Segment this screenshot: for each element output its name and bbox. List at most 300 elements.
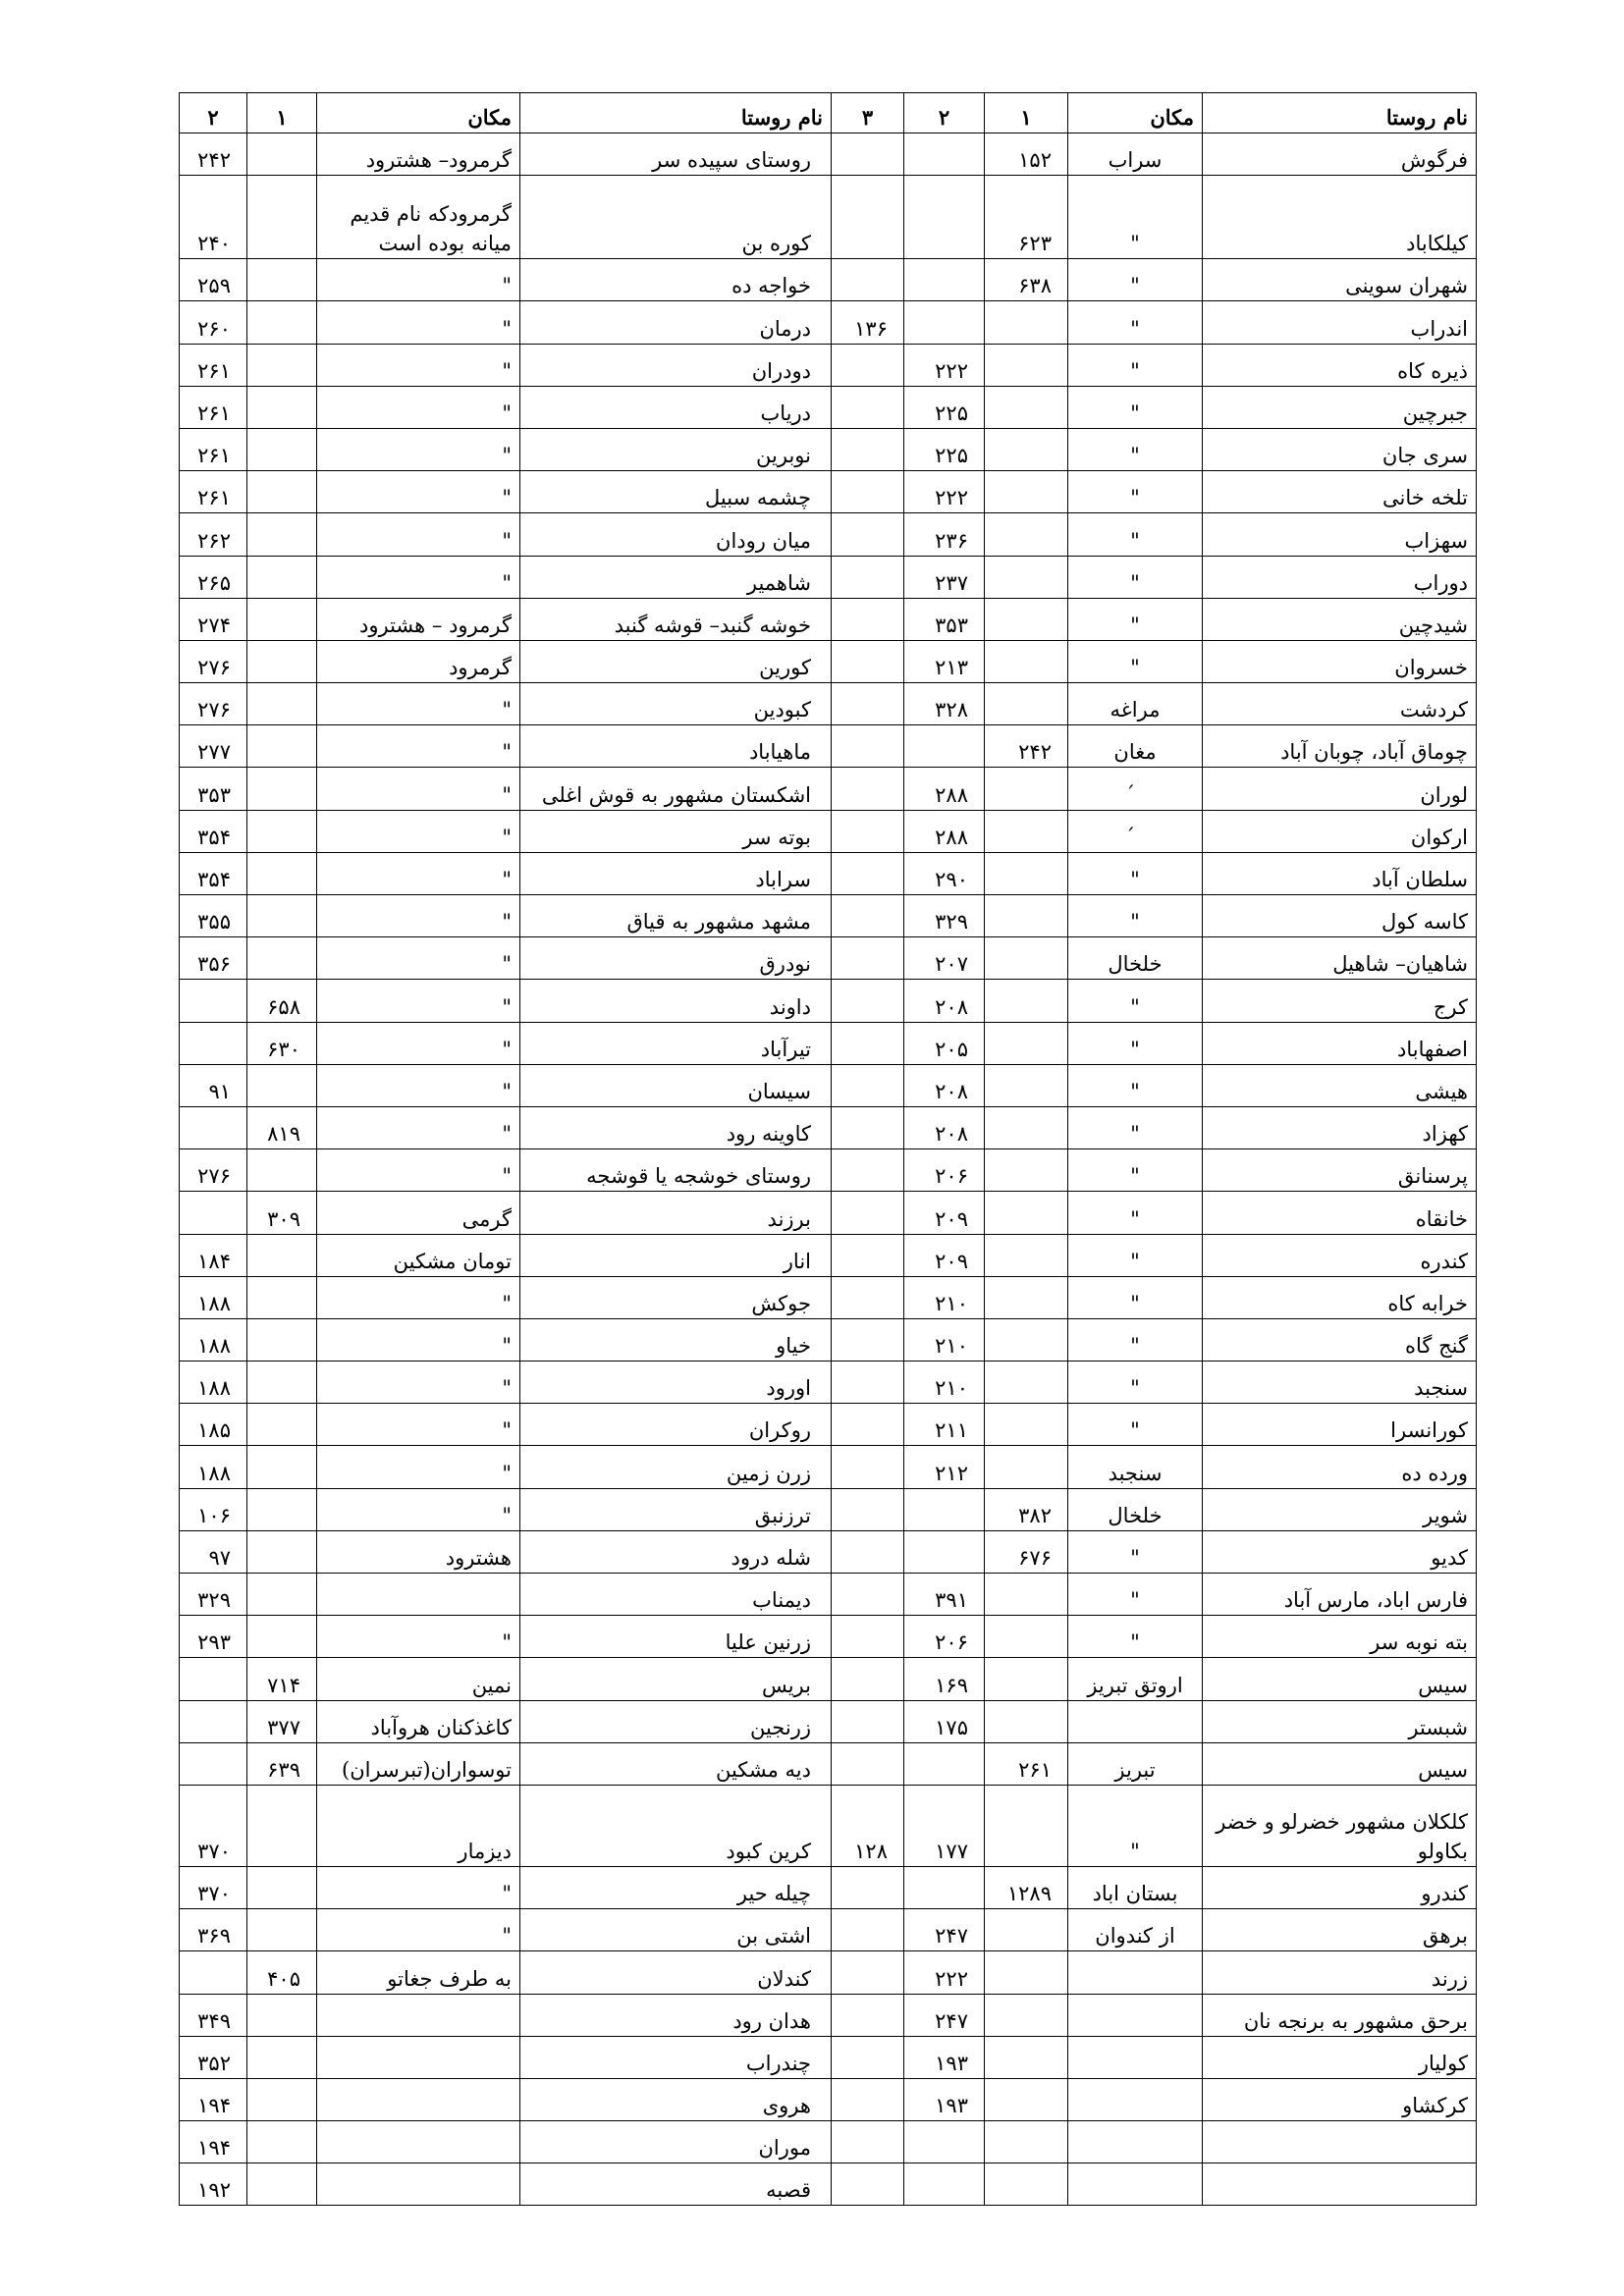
right-col2-cell: ۲۰۹ (904, 1192, 985, 1234)
right-place-cell: اروتق تبريز (1068, 1658, 1203, 1700)
right-col2-cell: ۲۰۸ (904, 980, 985, 1022)
left-village-cell: برزند (520, 1192, 832, 1234)
right-col3-cell (832, 428, 904, 470)
right-col2-cell: ۲۲۲ (904, 344, 985, 386)
left-village-cell: تيرآباد (520, 1022, 832, 1064)
right-col3-cell (832, 1318, 904, 1361)
left-col1-cell (247, 386, 317, 428)
left-col2-cell: ۲۷۶ (180, 683, 247, 725)
left-village-cell: سيسان (520, 1064, 832, 1106)
left-col1-cell (247, 1234, 317, 1276)
left-col2-cell: ۲۶۰ (180, 301, 247, 344)
right-village-cell: ورده ده (1203, 1446, 1477, 1488)
left-place-cell: " (317, 1276, 520, 1318)
table-row (180, 598, 1477, 640)
right-place-cell: " (1068, 556, 1203, 598)
right-col3-cell (832, 2078, 904, 2120)
right-col3-cell (832, 386, 904, 428)
left-village-cell: نوبرين (520, 428, 832, 470)
left-village-cell: ديه مشکين (520, 1742, 832, 1785)
left-place-cell: توسواران(تبرسران) (317, 1742, 520, 1785)
right-place-cell: " (1068, 386, 1203, 428)
table-row (180, 980, 1477, 1022)
right-col1-cell: ۲۴۲ (985, 725, 1068, 768)
left-village-cell: ديمناب (520, 1574, 832, 1616)
right-col1-cell (985, 1022, 1068, 1064)
left-village-cell: سراباد (520, 852, 832, 894)
right-col3-cell (832, 980, 904, 1022)
right-col3-cell (832, 1909, 904, 1951)
left-village-cell: کوره بن (520, 176, 832, 259)
right-village-cell: جبرچين (1203, 386, 1477, 428)
table-row (180, 471, 1477, 513)
table-row (180, 1192, 1477, 1234)
right-place-cell: از کندوان (1068, 1909, 1203, 1951)
left-village-cell: روكران (520, 1404, 832, 1446)
right-col1-cell (985, 2163, 1068, 2206)
left-place-cell: " (317, 344, 520, 386)
right-place-cell: " (1068, 1064, 1203, 1106)
right-col2-cell (904, 2121, 985, 2163)
right-place-cell: خلخال (1068, 1488, 1203, 1530)
header-right-village: نام روستا (1203, 93, 1477, 133)
left-col1-cell: ۶۳۹ (247, 1742, 317, 1785)
right-col2-cell: ۱۶۹ (904, 1658, 985, 1700)
right-col1-cell (985, 428, 1068, 470)
right-col1-cell (985, 1192, 1068, 1234)
header-row (180, 93, 1477, 133)
left-place-cell (317, 2163, 520, 2206)
left-place-cell: " (317, 428, 520, 470)
right-village-cell: هيشی (1203, 1064, 1477, 1106)
right-col3-cell (832, 1742, 904, 1785)
table-row (180, 640, 1477, 682)
left-col1-cell (247, 1149, 317, 1192)
left-place-cell: " (317, 1149, 520, 1192)
left-village-cell: شاهمير (520, 556, 832, 598)
right-village-cell: لوران (1203, 768, 1477, 810)
right-col2-cell: ۲۲۲ (904, 471, 985, 513)
left-col1-cell: ۷۱۴ (247, 1658, 317, 1700)
right-village-cell: کندره (1203, 1234, 1477, 1276)
left-col2-cell: ۳۵۴ (180, 810, 247, 852)
left-village-cell: شله درود (520, 1530, 832, 1573)
left-col1-cell (247, 1318, 317, 1361)
left-col1-cell (247, 1866, 317, 1908)
left-village-cell: نودرق (520, 937, 832, 980)
left-col2-cell: ۲۶۱ (180, 386, 247, 428)
right-col2-cell: ۲۱۰ (904, 1318, 985, 1361)
left-col2-cell: ۲۶۱ (180, 471, 247, 513)
left-col1-cell: ۴۰۵ (247, 1951, 317, 1994)
right-col1-cell (985, 386, 1068, 428)
right-place-cell: " (1068, 471, 1203, 513)
right-col1-cell: ۱۵۲ (985, 133, 1068, 176)
left-col2-cell: ۱۰۶ (180, 1488, 247, 1530)
right-place-cell (1068, 1700, 1203, 1742)
header-left-col2: ۲ (180, 93, 247, 133)
left-col2-cell: ۲۶۲ (180, 513, 247, 556)
left-col1-cell: ۳۷۷ (247, 1700, 317, 1742)
right-place-cell (1068, 1994, 1203, 2036)
table-row (180, 386, 1477, 428)
table-row (180, 1276, 1477, 1318)
left-col1-cell (247, 1574, 317, 1616)
left-place-cell: " (317, 683, 520, 725)
header-right-col3: ۳ (832, 93, 904, 133)
left-col1-cell (247, 556, 317, 598)
left-col1-cell (247, 1785, 317, 1866)
right-col1-cell (985, 513, 1068, 556)
header-left-col1: ۱ (247, 93, 317, 133)
right-col1-cell (985, 937, 1068, 980)
right-village-cell: برحق مشهور به برنجه نان (1203, 1994, 1477, 2036)
right-col3-cell: ۱۳۶ (832, 301, 904, 344)
right-col3-cell (832, 1149, 904, 1192)
table-row (180, 768, 1477, 810)
left-col2-cell: ۲۹۳ (180, 1616, 247, 1658)
right-village-cell: خرابه کاه (1203, 1276, 1477, 1318)
left-col2-cell (180, 1742, 247, 1785)
right-village-cell: کرکشاو (1203, 2078, 1477, 2120)
table-row (180, 513, 1477, 556)
right-col2-cell: ۲۸۸ (904, 768, 985, 810)
left-col2-cell (180, 980, 247, 1022)
right-place-cell: " (1068, 1530, 1203, 1573)
left-place-cell: " (317, 1446, 520, 1488)
table-row (180, 1951, 1477, 1994)
left-village-cell: زرن زمين (520, 1446, 832, 1488)
left-col2-cell: ۱۸۸ (180, 1446, 247, 1488)
left-place-cell: هشترود (317, 1530, 520, 1573)
right-col3-cell (832, 640, 904, 682)
left-col2-cell: ۲۷۷ (180, 725, 247, 768)
left-place-cell (317, 2121, 520, 2163)
right-place-cell: " (1068, 1616, 1203, 1658)
left-place-cell (317, 1994, 520, 2036)
right-col2-cell: ۲۱۲ (904, 1446, 985, 1488)
right-col3-cell (832, 1530, 904, 1573)
right-village-cell: کهزاد (1203, 1106, 1477, 1148)
left-village-cell: کاوينه رود (520, 1106, 832, 1148)
right-col1-cell: ۱۲۸۹ (985, 1866, 1068, 1908)
left-village-cell: کرين كبود (520, 1785, 832, 1866)
right-col1-cell (985, 1658, 1068, 1700)
right-col3-cell (832, 1192, 904, 1234)
right-col2-cell: ۱۹۳ (904, 2036, 985, 2078)
left-place-cell: " (317, 768, 520, 810)
right-col3-cell (832, 1106, 904, 1148)
table-row (180, 344, 1477, 386)
right-col3-cell (832, 895, 904, 937)
right-place-cell: " (1068, 301, 1203, 344)
right-col3-cell (832, 1446, 904, 1488)
right-col2-cell: ۲۰۹ (904, 1234, 985, 1276)
left-place-cell: " (317, 1616, 520, 1658)
left-col1-cell (247, 1530, 317, 1573)
right-place-cell: " (1068, 513, 1203, 556)
left-place-cell: " (317, 1909, 520, 1951)
left-col2-cell: ۳۶۹ (180, 1909, 247, 1951)
left-col1-cell (247, 1909, 317, 1951)
table-row (180, 1530, 1477, 1573)
header-right-col1: ۱ (985, 93, 1068, 133)
right-col1-cell (985, 1362, 1068, 1404)
right-col2-cell: ۲۱۰ (904, 1362, 985, 1404)
left-col1-cell (247, 1616, 317, 1658)
right-village-cell: شيدچين (1203, 598, 1477, 640)
left-col2-cell (180, 1022, 247, 1064)
header-right-place: مکان (1068, 93, 1203, 133)
left-village-cell: چشمه سبيل (520, 471, 832, 513)
right-col3-cell (832, 852, 904, 894)
right-col1-cell (985, 1276, 1068, 1318)
left-col1-cell (247, 259, 317, 301)
right-village-cell: سلطان آباد (1203, 852, 1477, 894)
right-col1-cell (985, 1700, 1068, 1742)
left-place-cell (317, 2036, 520, 2078)
left-village-cell: چندراب (520, 2036, 832, 2078)
left-col1-cell (247, 895, 317, 937)
right-village-cell: فرگوش (1203, 133, 1477, 176)
right-village-cell: کلکلان مشهور خضرلو و خضر بکاولو (1203, 1785, 1477, 1866)
right-col2-cell: ۲۰۶ (904, 1149, 985, 1192)
table-row (180, 1700, 1477, 1742)
right-place-cell: " (1068, 1785, 1203, 1866)
left-col1-cell: ۶۵۸ (247, 980, 317, 1022)
left-place-cell: " (317, 937, 520, 980)
right-place-cell: " (1068, 980, 1203, 1022)
left-place-cell: " (317, 810, 520, 852)
left-col1-cell (247, 640, 317, 682)
right-place-cell: مراغه (1068, 683, 1203, 725)
right-col3-cell (832, 2163, 904, 2206)
left-place-cell: " (317, 386, 520, 428)
right-col1-cell: ۶۲۳ (985, 176, 1068, 259)
left-place-cell: " (317, 1022, 520, 1064)
header-right-col2: ۲ (904, 93, 985, 133)
right-col3-cell (832, 1658, 904, 1700)
left-village-cell: بوته سر (520, 810, 832, 852)
right-place-cell (1068, 2121, 1203, 2163)
right-col1-cell (985, 1064, 1068, 1106)
left-col1-cell (247, 683, 317, 725)
left-place-cell: " (317, 1488, 520, 1530)
right-village-cell: خانقاه (1203, 1192, 1477, 1234)
right-place-cell: " (1068, 1234, 1203, 1276)
right-village-cell: برهق (1203, 1909, 1477, 1951)
right-village-cell: كندرو (1203, 1866, 1477, 1908)
right-village-cell (1203, 2121, 1477, 2163)
right-village-cell: كورانسرا (1203, 1404, 1477, 1446)
left-village-cell: هدان رود (520, 1994, 832, 2036)
left-col1-cell (247, 133, 317, 176)
table-row (180, 556, 1477, 598)
right-col1-cell (985, 2036, 1068, 2078)
left-village-cell: چيله حير (520, 1866, 832, 1908)
left-col2-cell: ۳۴۹ (180, 1994, 247, 2036)
right-col2-cell: ۲۰۸ (904, 1064, 985, 1106)
right-col2-cell: ۲۰۵ (904, 1022, 985, 1064)
right-col2-cell: ۲۴۷ (904, 1909, 985, 1951)
header-left-place: مکان (317, 93, 520, 133)
right-village-cell: زرند (1203, 1951, 1477, 1994)
right-village-cell: خسروان (1203, 640, 1477, 682)
left-col1-cell (247, 598, 317, 640)
table-row (180, 1658, 1477, 1700)
table-row (180, 133, 1477, 176)
left-village-cell: ترزنبق (520, 1488, 832, 1530)
table-row (180, 1064, 1477, 1106)
left-village-cell: بريس (520, 1658, 832, 1700)
right-village-cell: اصفهاباد (1203, 1022, 1477, 1064)
right-col2-cell (904, 1866, 985, 1908)
right-col3-cell (832, 1616, 904, 1658)
right-village-cell: كوليار (1203, 2036, 1477, 2078)
right-village-cell (1203, 2163, 1477, 2206)
right-place-cell (1068, 768, 1203, 810)
left-place-cell: " (317, 1106, 520, 1148)
right-col3-cell (832, 1234, 904, 1276)
right-col2-cell: ۲۹۰ (904, 852, 985, 894)
right-place-cell (1068, 2163, 1203, 2206)
left-place-cell: " (317, 259, 520, 301)
left-col2-cell: ۲۶۱ (180, 344, 247, 386)
right-col3-cell (832, 471, 904, 513)
right-col2-cell (904, 133, 985, 176)
left-village-cell: درمان (520, 301, 832, 344)
left-col2-cell: ۳۷۰ (180, 1785, 247, 1866)
table-row (180, 852, 1477, 894)
left-place-cell: تومان مشکين (317, 1234, 520, 1276)
right-place-cell: بستان اباد (1068, 1866, 1203, 1908)
right-village-cell: کاسه كول (1203, 895, 1477, 937)
table-row (180, 1994, 1477, 2036)
table-row (180, 301, 1477, 344)
right-place-cell: مغان (1068, 725, 1203, 768)
right-place-cell: " (1068, 344, 1203, 386)
right-col3-cell (832, 1951, 904, 1994)
right-col1-cell (985, 810, 1068, 852)
right-village-cell: سيس (1203, 1658, 1477, 1700)
table-row (180, 683, 1477, 725)
left-place-cell: " (317, 1318, 520, 1361)
right-col3-cell (832, 1700, 904, 1742)
left-place-cell: نمين (317, 1658, 520, 1700)
right-place-cell: " (1068, 176, 1203, 259)
table-row (180, 1106, 1477, 1148)
right-col2-cell: ۱۷۷ (904, 1785, 985, 1866)
left-village-cell: روستای خوشجه يا قوشجه (520, 1149, 832, 1192)
right-col3-cell (832, 513, 904, 556)
right-col1-cell (985, 640, 1068, 682)
left-place-cell: " (317, 895, 520, 937)
right-place-cell: خلخال (1068, 937, 1203, 980)
right-place-cell: " (1068, 1106, 1203, 1148)
left-col2-cell: ۳۷۰ (180, 1866, 247, 1908)
left-place-cell (317, 2078, 520, 2120)
right-place-cell: " (1068, 428, 1203, 470)
right-village-cell: تلخه خانی (1203, 471, 1477, 513)
left-village-cell: قصبه (520, 2163, 832, 2206)
right-village-cell: شبستر (1203, 1700, 1477, 1742)
right-col2-cell (904, 259, 985, 301)
left-place-cell: " (317, 1362, 520, 1404)
right-place-cell: تبريز (1068, 1742, 1203, 1785)
left-place-cell: " (317, 556, 520, 598)
document-page (179, 92, 1477, 2206)
right-village-cell: سهزاب (1203, 513, 1477, 556)
table-row (180, 1909, 1477, 1951)
table-row (180, 725, 1477, 768)
left-col2-cell: ۱۹۴ (180, 2078, 247, 2120)
right-village-cell: شهران سوينی (1203, 259, 1477, 301)
right-col2-cell: ۲۱۱ (904, 1404, 985, 1446)
right-col1-cell (985, 1404, 1068, 1446)
left-col2-cell: ۲۶۵ (180, 556, 247, 598)
right-col2-cell: ۳۲۹ (904, 895, 985, 937)
right-col3-cell (832, 133, 904, 176)
right-place-cell: " (1068, 895, 1203, 937)
table-row (180, 1446, 1477, 1488)
right-village-cell: گنج گاه (1203, 1318, 1477, 1361)
right-col1-cell (985, 852, 1068, 894)
right-col3-cell (832, 344, 904, 386)
left-col2-cell: ۲۵۹ (180, 259, 247, 301)
right-village-cell: دوراب (1203, 556, 1477, 598)
left-place-cell: " (317, 1064, 520, 1106)
left-village-cell: اشکستان مشهور به قوش اغلی (520, 768, 832, 810)
right-col1-cell (985, 1149, 1068, 1192)
right-col2-cell: ۲۰۷ (904, 937, 985, 980)
right-col2-cell (904, 1530, 985, 1573)
left-col2-cell: ۱۹۴ (180, 2121, 247, 2163)
left-col1-cell (247, 725, 317, 768)
left-col1-cell (247, 1064, 317, 1106)
right-col2-cell: ۲۲۵ (904, 428, 985, 470)
right-col1-cell: ۶۷۶ (985, 1530, 1068, 1573)
left-village-cell: ماهياباد (520, 725, 832, 768)
right-col1-cell (985, 1318, 1068, 1361)
left-col2-cell: ۲۷۶ (180, 640, 247, 682)
right-col3-cell (832, 1276, 904, 1318)
right-col1-cell (985, 556, 1068, 598)
table-row (180, 2078, 1477, 2120)
right-col1-cell (985, 471, 1068, 513)
left-col1-cell (247, 428, 317, 470)
left-col2-cell: ۳۵۶ (180, 937, 247, 980)
table-row (180, 1742, 1477, 1785)
right-col3-cell (832, 725, 904, 768)
left-col2-cell: ۲۶۱ (180, 428, 247, 470)
table-row (180, 1488, 1477, 1530)
right-col1-cell: ۲۶۱ (985, 1742, 1068, 1785)
left-col2-cell: ۳۲۹ (180, 1574, 247, 1616)
table-row (180, 1574, 1477, 1616)
left-col2-cell (180, 1192, 247, 1234)
right-col1-cell (985, 1574, 1068, 1616)
left-col2-cell: ۱۸۸ (180, 1276, 247, 1318)
table-row (180, 1234, 1477, 1276)
right-col3-cell (832, 768, 904, 810)
table-row (180, 895, 1477, 937)
right-col3-cell (832, 556, 904, 598)
right-col2-cell: ۲۲۲ (904, 1951, 985, 1994)
table-row (180, 1318, 1477, 1361)
table-row (180, 937, 1477, 980)
table-row (180, 428, 1477, 470)
right-col3-cell (832, 1866, 904, 1908)
